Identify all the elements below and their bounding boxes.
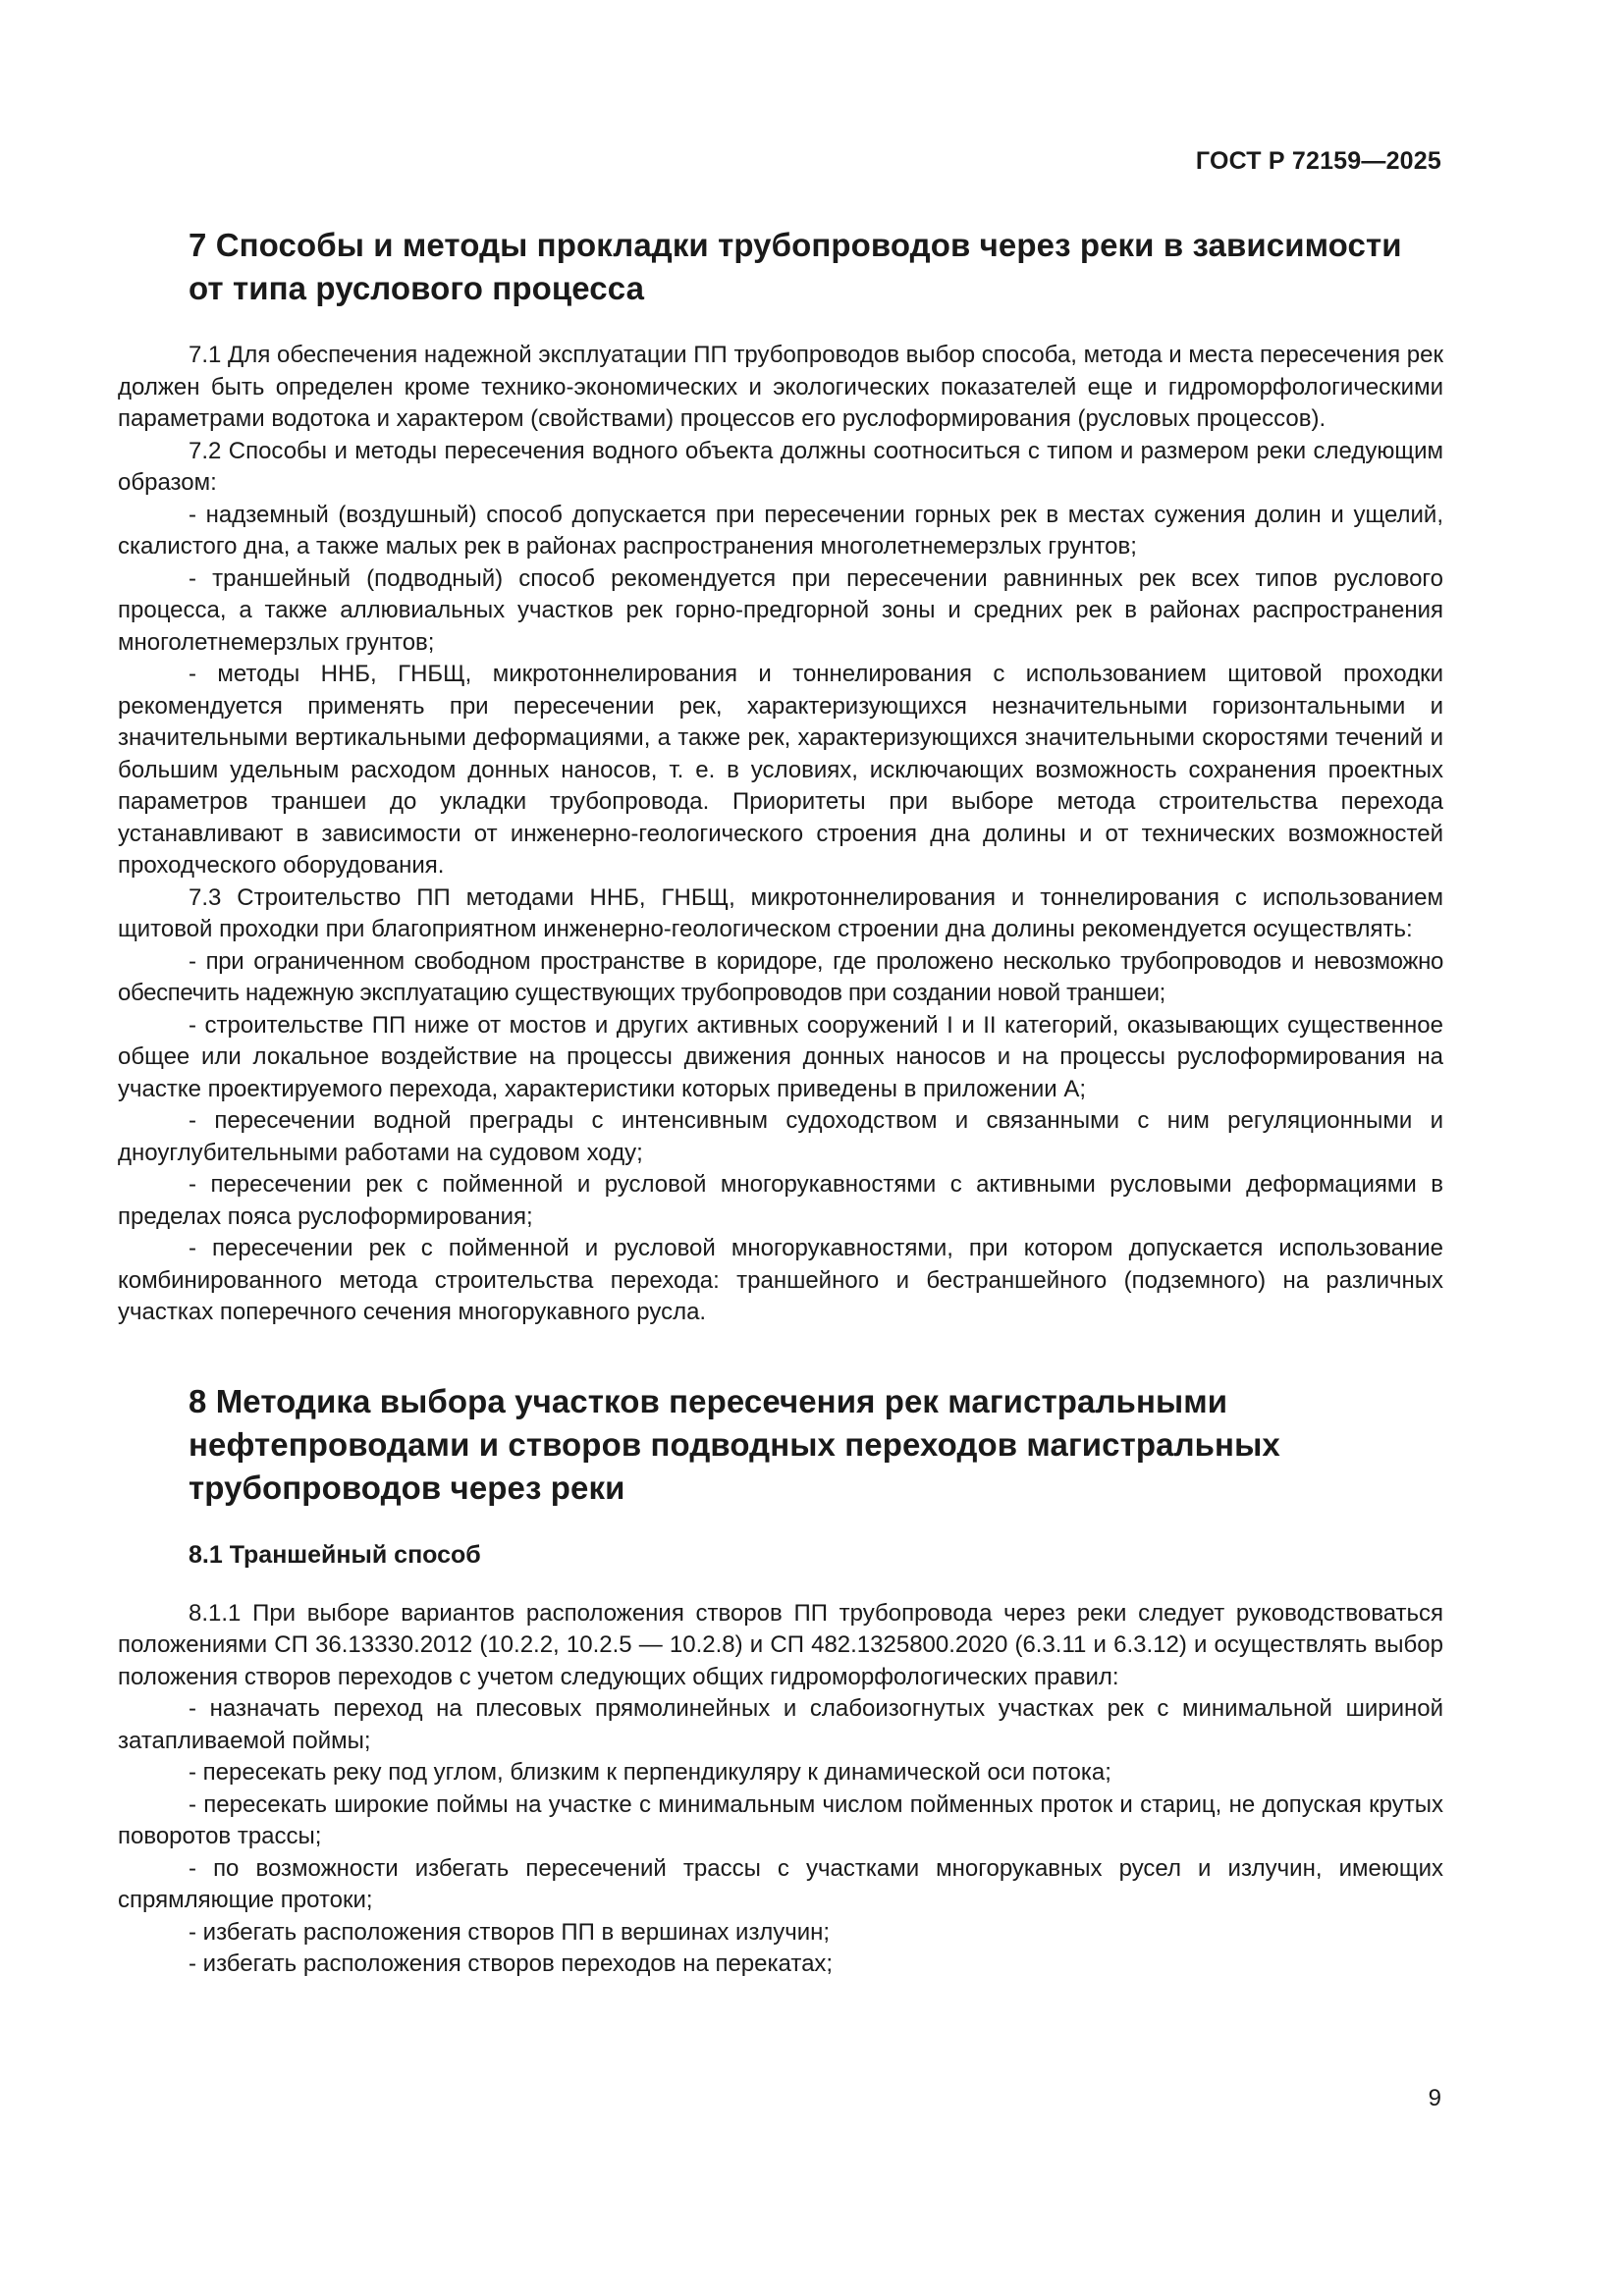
list-item: - избегать расположения створов переходов на перекатах; bbox=[189, 1950, 834, 1977]
list-item: - пересечении рек с пойменной и русловой многорукавностями, при котором допускается использование комбинированного метода строительства перехода: траншейного и бестраншейного (подземного) на различных участках поперечного сечения многорукавного русла. bbox=[118, 1235, 1443, 1325]
list-item: - пересекать широкие поймы на участке с минимальным числом пойменных проток и стариц, не допуская крутых поворотов трассы; bbox=[118, 1790, 1443, 1849]
document-code: ГОСТ Р 72159—2025 bbox=[1195, 147, 1441, 175]
section-8-title: 8 Методика выбора участков пересечения рек магистральными нефтепроводами и створов подводных переходов магистральных трубопроводов через реки bbox=[189, 1382, 1280, 1506]
paragraph-7-1: 7.1 Для обеспечения надежной эксплуатации ПП трубопроводов выбор способа, метода и места пересечения рек должен быть определен кроме технико-экономических и экологических показателей еще и гидроморфологическими параметрами водотока и характером (свойствами) процессов его руслоформирования (русловых процессов). bbox=[118, 342, 1443, 432]
list-item: - по возможности избегать пересечений трассы с участками многорукавных русел и излучин, имеющих спрямляющие протоки; bbox=[118, 1854, 1443, 1913]
subsection-8-1-title: 8.1 Траншейный способ bbox=[189, 1540, 481, 1569]
list-item: - надземный (воздушный) способ допускается при пересечении горных рек в местах сужения долин и ущелий, скалистого дна, а также малых рек в районах распространения многолетнемерзлых грунтов; bbox=[118, 501, 1443, 560]
page-number: 9 bbox=[1428, 2085, 1441, 2111]
list-item: - строительстве ПП ниже от мостов и других активных сооружений I и II категорий, оказывающих существенное общее или локальное воздействие на процессы движения донных наносов и на процессы руслоформирования на участке проектируемого перехода, характеристики которых приведены в приложении А; bbox=[118, 1011, 1443, 1102]
list-item: - методы ННБ, ГНБЩ, микротоннелирования и тоннелирования с использованием щитовой проходки рекомендуется применять при пересечении рек, характеризующихся незначительными горизонтальными и значительными вертикальными деформациями, а также рек, характеризующихся значительными скоростями течений и большим удельным расходом донных наносов, т. е. в условиях, исключающих возможность сохранения проектных параметров траншеи до укладки трубопровода. Приоритеты при выборе метода строительства перехода устанавливают в зависимости от инженерно-геологического строения дна долины и от технических возможностей проходческого оборудования. bbox=[118, 661, 1443, 879]
paragraph-7-2: 7.2 Способы и методы пересечения водного объекта должны соотноситься с типом и размером реки следующим образом: bbox=[118, 437, 1443, 496]
list-item: - при ограниченном свободном пространстве в коридоре, где проложено несколько трубопроводов и невозможно обеспечить надежную эксплуатацию существующих трубопроводов при создании новой траншеи; bbox=[118, 947, 1443, 1006]
paragraph-8-1-1: 8.1.1 При выборе вариантов расположения створов ПП трубопровода через реки следует руководствоваться положениями СП 36.13330.2012 (10.2.2, 10.2.5 — 10.2.8) и СП 482.1325800.2020 (6.3.11 и 6.3.12) и осуществлять выбор положения створов переходов с учетом следующих общих гидроморфологических правил: bbox=[118, 1599, 1443, 1690]
list-item: - назначать переход на плесовых прямолинейных и слабоизогнутых участках рек с минимальной шириной затапливаемой поймы; bbox=[118, 1695, 1443, 1754]
list-item: - траншейный (подводный) способ рекомендуется при пересечении равнинных рек всех типов руслового процесса, а также аллювиальных участков рек горно-предгорной зоны и средних рек в районах распространения многолетнемерзлых грунтов; bbox=[118, 564, 1443, 656]
paragraph-7-3: 7.3 Строительство ПП методами ННБ, ГНБЩ, микротоннелирования и тоннелирования с использованием щитовой проходки при благоприятном инженерно-геологическом строении дна долины рекомендуется осуществлять: bbox=[118, 883, 1443, 942]
list-item: - пересечении рек с пойменной и русловой многорукавностями с активными русловыми деформациями в пределах пояса руслоформирования; bbox=[118, 1171, 1443, 1230]
list-item: - избегать расположения створов ПП в вершинах излучин; bbox=[189, 1918, 831, 1946]
list-item: - пересекать реку под углом, близким к перпендикуляру к динамической оси потока; bbox=[189, 1759, 1111, 1786]
list-item: - пересечении водной преграды с интенсивным судоходством и связанными с ним регуляционными и дноуглубительными работами на судовом ходу; bbox=[118, 1107, 1443, 1166]
section-7-title: 7 Способы и методы прокладки трубопроводов через реки в зависимости от типа руслового процесса bbox=[189, 227, 1402, 306]
page-content bbox=[118, 224, 1443, 1981]
